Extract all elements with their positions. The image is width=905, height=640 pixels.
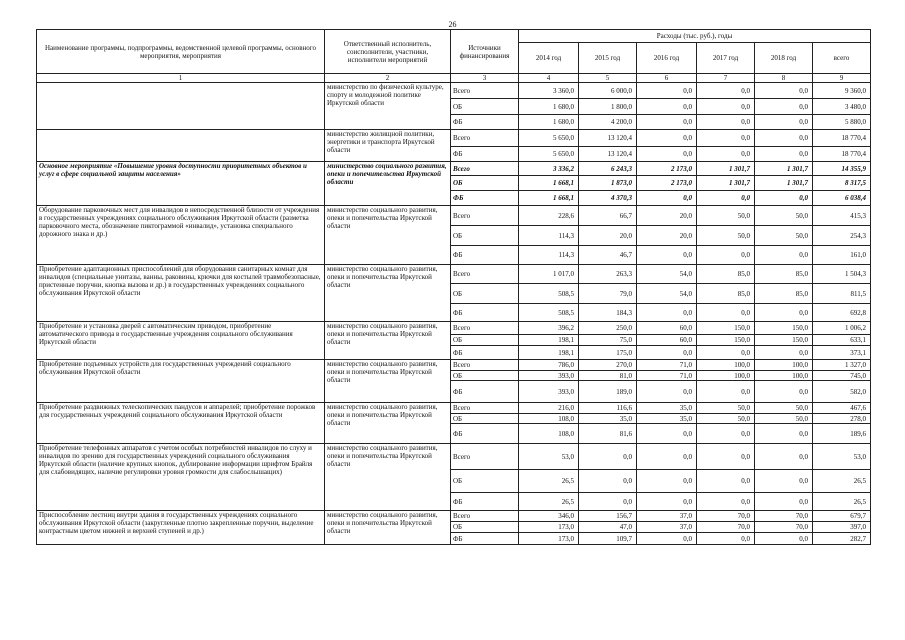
column-index: 2 — [325, 74, 451, 83]
year-value: 0,0 — [637, 444, 697, 470]
total-value: 161,0 — [813, 246, 871, 265]
header-expenses: Расходы (тыс. руб.), годы — [519, 30, 871, 43]
measure-executor: министерство социального развития, опеки и попечительства Иркутской области — [325, 162, 451, 206]
funding-source: ФБ — [451, 304, 519, 322]
year-value: 0,0 — [697, 147, 755, 162]
measure-executor: министерство жилищной политики, энергетики и транспорта Иркутской области — [325, 130, 451, 162]
total-value: 18 770,4 — [813, 147, 871, 162]
year-value: 0,0 — [697, 99, 755, 115]
year-value: 263,3 — [579, 265, 637, 284]
year-value: 0,0 — [755, 444, 813, 470]
table-header — [37, 30, 871, 83]
measure-executor: министерство социального развития, опеки и попечительства Иркутской области — [325, 511, 451, 545]
year-value: 6 243,3 — [579, 162, 637, 176]
header-year: 2016 год — [637, 43, 697, 74]
year-value: 0,0 — [755, 470, 813, 493]
year-value: 85,0 — [697, 265, 755, 284]
header-year: 2015 год — [579, 43, 637, 74]
year-value: 0,0 — [637, 381, 697, 403]
year-value: 0,0 — [755, 346, 813, 360]
year-value: 3 336,2 — [519, 162, 579, 176]
year-value: 50,0 — [697, 414, 755, 424]
year-value: 60,0 — [637, 335, 697, 346]
total-value: 1 006,2 — [813, 322, 871, 335]
total-value: 679,7 — [813, 511, 871, 522]
header-total: всего — [813, 43, 871, 74]
total-value: 745,0 — [813, 371, 871, 381]
funding-source: ОБ — [451, 99, 519, 115]
total-value: 582,0 — [813, 381, 871, 403]
year-value: 1 680,0 — [519, 115, 579, 130]
year-value: 0,0 — [755, 83, 813, 99]
measure-name: Приобретение подъемных устройств для государственных учреждений социального обслуживания Иркутской области — [37, 360, 325, 403]
column-index: 1 — [37, 74, 325, 83]
funding-source: Всего — [451, 206, 519, 226]
year-value: 85,0 — [755, 265, 813, 284]
funding-source: Всего — [451, 444, 519, 470]
year-value: 198,1 — [519, 346, 579, 360]
year-value: 508,5 — [519, 284, 579, 304]
measure-name: Приспособление лестниц внутри здания в государственных учреждениях социального обслуживания Иркутской области (закругленные плотно закрепленные поручни, выделение контрастным цветом нижней и верхней ступеней и др.) — [37, 511, 325, 545]
year-value: 37,0 — [637, 511, 697, 522]
column-index: 9 — [813, 74, 871, 83]
year-value: 54,0 — [637, 265, 697, 284]
total-value: 8 317,5 — [813, 176, 871, 191]
year-value: 0,0 — [637, 115, 697, 130]
year-value: 81,6 — [579, 424, 637, 444]
year-value: 0,0 — [637, 533, 697, 545]
year-value: 108,0 — [519, 424, 579, 444]
funding-source: Всего — [451, 511, 519, 522]
year-value: 0,0 — [579, 444, 637, 470]
year-value: 0,0 — [697, 304, 755, 322]
year-value: 184,3 — [579, 304, 637, 322]
table-body — [37, 83, 871, 545]
year-value: 0,0 — [755, 246, 813, 265]
funding-source: Всего — [451, 322, 519, 335]
year-value: 150,0 — [697, 322, 755, 335]
year-value: 53,0 — [519, 444, 579, 470]
total-value: 26,5 — [813, 493, 871, 511]
header-year: 2018 год — [755, 43, 813, 74]
year-value: 71,0 — [637, 360, 697, 371]
year-value: 393,0 — [519, 381, 579, 403]
table-row — [37, 83, 871, 99]
funding-source: ОБ — [451, 284, 519, 304]
year-value: 0,0 — [755, 424, 813, 444]
funding-source: ОБ — [451, 176, 519, 191]
header-year: 2017 год — [697, 43, 755, 74]
total-value: 282,7 — [813, 533, 871, 545]
header-executor: Ответственный исполнитель, соисполнители, участники, исполнители мероприятий — [325, 30, 451, 74]
year-value: 50,0 — [697, 226, 755, 246]
year-value: 20,0 — [637, 206, 697, 226]
year-value: 70,0 — [697, 522, 755, 533]
year-value: 0,0 — [637, 424, 697, 444]
year-value: 47,0 — [579, 522, 637, 533]
year-value: 396,2 — [519, 322, 579, 335]
total-value: 811,5 — [813, 284, 871, 304]
year-value: 70,0 — [755, 511, 813, 522]
year-value: 173,0 — [519, 533, 579, 545]
year-value: 0,0 — [755, 533, 813, 545]
year-value: 20,0 — [637, 226, 697, 246]
year-value: 116,6 — [579, 403, 637, 414]
funding-source: ОБ — [451, 414, 519, 424]
measure-name: Оборудование парковочных мест для инвалидов в непосредственной близости от учреждения в государственных учреждениях социального обслуживания Иркутской области (разметка парковочного места, обозначение пиктограммой «инвалид», установка специального дорожного знака и др.) — [37, 206, 325, 265]
funding-source: ОБ — [451, 226, 519, 246]
measure-executor: министерство социального развития, опеки и попечительства Иркутской области — [325, 403, 451, 444]
year-value: 79,0 — [579, 284, 637, 304]
total-value: 1 504,3 — [813, 265, 871, 284]
year-value: 0,0 — [637, 191, 697, 206]
year-value: 0,0 — [755, 115, 813, 130]
year-value: 2 173,0 — [637, 176, 697, 191]
measure-name: Приобретение телефонных аппаратов с учетом особых потребностей инвалидов по слуху и инвалидов по зрению для государственных учреждений социального обслуживания Иркутской области (наличие крупных кнопок, дублирование информации шрифтом Брайля для слабовидящих, наличие регулировки уровня громкости для слабослышащих) — [37, 444, 325, 511]
measure-name: Приобретение и установка дверей с автоматическим приводом, приобретение автоматического привода в государственные учреждения социального обслуживания Иркутской области — [37, 322, 325, 360]
funding-source: ФБ — [451, 424, 519, 444]
year-value: 100,0 — [697, 371, 755, 381]
year-value: 35,0 — [579, 414, 637, 424]
table-row — [37, 360, 871, 371]
year-value: 0,0 — [697, 533, 755, 545]
year-value: 175,0 — [579, 346, 637, 360]
year-value: 0,0 — [697, 493, 755, 511]
table-row — [37, 403, 871, 414]
table-row — [37, 265, 871, 284]
year-value: 0,0 — [637, 130, 697, 147]
year-value: 5 650,0 — [519, 147, 579, 162]
year-value: 46,7 — [579, 246, 637, 265]
year-value: 0,0 — [637, 470, 697, 493]
year-value: 100,0 — [697, 360, 755, 371]
year-value: 1 301,7 — [755, 176, 813, 191]
year-value: 173,0 — [519, 522, 579, 533]
total-value: 1 327,0 — [813, 360, 871, 371]
column-index: 7 — [697, 74, 755, 83]
year-value: 216,0 — [519, 403, 579, 414]
funding-source: ОБ — [451, 470, 519, 493]
total-value: 692,8 — [813, 304, 871, 322]
year-value: 0,0 — [637, 346, 697, 360]
year-value: 81,0 — [579, 371, 637, 381]
funding-source: Всего — [451, 265, 519, 284]
total-value: 278,0 — [813, 414, 871, 424]
measure-executor: министерство социального развития, опеки и попечительства Иркутской области — [325, 322, 451, 360]
year-value: 0,0 — [697, 424, 755, 444]
year-value: 50,0 — [697, 403, 755, 414]
year-value: 1 017,0 — [519, 265, 579, 284]
year-value: 150,0 — [697, 335, 755, 346]
year-value: 4 370,3 — [579, 191, 637, 206]
total-value: 415,3 — [813, 206, 871, 226]
measure-executor: министерство социального развития, опеки и попечительства Иркутской области — [325, 360, 451, 403]
year-value: 37,0 — [637, 522, 697, 533]
year-value: 35,0 — [637, 403, 697, 414]
year-value: 786,0 — [519, 360, 579, 371]
year-value: 0,0 — [579, 493, 637, 511]
year-value: 0,0 — [697, 444, 755, 470]
year-value: 0,0 — [755, 147, 813, 162]
funding-source: Всего — [451, 403, 519, 414]
year-value: 0,0 — [697, 191, 755, 206]
year-value: 1 680,0 — [519, 99, 579, 115]
year-value: 85,0 — [697, 284, 755, 304]
year-value: 0,0 — [637, 99, 697, 115]
year-value: 0,0 — [637, 493, 697, 511]
table-row — [37, 162, 871, 176]
funding-source: ФБ — [451, 533, 519, 545]
funding-source: ОБ — [451, 522, 519, 533]
year-value: 60,0 — [637, 322, 697, 335]
year-value: 150,0 — [755, 335, 813, 346]
year-value: 50,0 — [755, 206, 813, 226]
header-source: Источники финансирования — [451, 30, 519, 74]
table-row — [37, 130, 871, 147]
year-value: 2 173,0 — [637, 162, 697, 176]
year-value: 1 668,1 — [519, 191, 579, 206]
year-value: 270,0 — [579, 360, 637, 371]
year-value: 346,0 — [519, 511, 579, 522]
total-value: 397,0 — [813, 522, 871, 533]
year-value: 0,0 — [697, 83, 755, 99]
total-value: 53,0 — [813, 444, 871, 470]
year-value: 0,0 — [697, 246, 755, 265]
total-value: 26,5 — [813, 470, 871, 493]
budget-table — [36, 29, 871, 545]
measure-name — [37, 130, 325, 162]
year-value: 1 873,0 — [579, 176, 637, 191]
year-value: 0,0 — [579, 470, 637, 493]
funding-source: ФБ — [451, 346, 519, 360]
year-value: 109,7 — [579, 533, 637, 545]
year-value: 0,0 — [755, 304, 813, 322]
total-value: 6 038,4 — [813, 191, 871, 206]
year-value: 1 800,0 — [579, 99, 637, 115]
funding-source: Всего — [451, 360, 519, 371]
year-value: 508,5 — [519, 304, 579, 322]
total-value: 189,6 — [813, 424, 871, 444]
header-year: 2014 год — [519, 43, 579, 74]
year-value: 198,1 — [519, 335, 579, 346]
measure-name: Основное мероприятие «Повышение уровня доступности приоритетных объектов и услуг в сфере социальной защиты населения» — [37, 162, 325, 206]
year-value: 1 301,7 — [697, 176, 755, 191]
funding-source: Всего — [451, 130, 519, 147]
year-value: 35,0 — [637, 414, 697, 424]
measure-executor: министерство социального развития, опеки и попечительства Иркутской области — [325, 444, 451, 511]
page-number: 26 — [448, 20, 457, 29]
year-value: 0,0 — [755, 191, 813, 206]
total-value: 5 880,0 — [813, 115, 871, 130]
total-value: 467,6 — [813, 403, 871, 414]
year-value: 0,0 — [697, 470, 755, 493]
year-value: 26,5 — [519, 470, 579, 493]
year-value: 5 650,0 — [519, 130, 579, 147]
table-row — [37, 322, 871, 335]
year-value: 0,0 — [637, 246, 697, 265]
year-value: 156,7 — [579, 511, 637, 522]
year-value: 0,0 — [697, 115, 755, 130]
total-value: 373,1 — [813, 346, 871, 360]
funding-source: ФБ — [451, 381, 519, 403]
year-value: 13 120,4 — [579, 147, 637, 162]
year-value: 66,7 — [579, 206, 637, 226]
year-value: 6 000,0 — [579, 83, 637, 99]
year-value: 0,0 — [637, 147, 697, 162]
year-value: 71,0 — [637, 371, 697, 381]
funding-source: ФБ — [451, 147, 519, 162]
year-value: 108,0 — [519, 414, 579, 424]
funding-source: ФБ — [451, 191, 519, 206]
year-value: 1 301,7 — [755, 162, 813, 176]
year-value: 50,0 — [755, 414, 813, 424]
year-value: 50,0 — [755, 226, 813, 246]
measure-name: Приобретение раздвижных телескопических пандусов и аппарелей; приобретение порожков для государственных учреждений социального обслуживания Иркутской области — [37, 403, 325, 444]
year-value: 0,0 — [697, 346, 755, 360]
funding-source: Всего — [451, 162, 519, 176]
column-index: 8 — [755, 74, 813, 83]
total-value: 254,3 — [813, 226, 871, 246]
year-value: 0,0 — [755, 493, 813, 511]
year-value: 1 301,7 — [697, 162, 755, 176]
year-value: 114,3 — [519, 226, 579, 246]
year-value: 0,0 — [755, 130, 813, 147]
measure-executor: министерство по физической культуре, спорту и молодежной политике Иркутской области — [325, 83, 451, 130]
year-value: 150,0 — [755, 322, 813, 335]
year-value: 100,0 — [755, 371, 813, 381]
year-value: 13 120,4 — [579, 130, 637, 147]
year-value: 0,0 — [697, 130, 755, 147]
column-index: 4 — [519, 74, 579, 83]
measure-name — [37, 83, 325, 130]
year-value: 3 360,0 — [519, 83, 579, 99]
measure-name: Приобретение адаптационных приспособлений для оборудования санитарных комнат для инвалидов (специальные унитазы, ванны, раковины, крючки для костылей травмобезопасные, пристенные поручни, кнопка вызова и др.) в государственных учреждениях социального обслуживания Иркутской области — [37, 265, 325, 322]
total-value: 3 480,0 — [813, 99, 871, 115]
year-value: 70,0 — [755, 522, 813, 533]
table-row — [37, 511, 871, 522]
year-value: 0,0 — [697, 381, 755, 403]
year-value: 20,0 — [579, 226, 637, 246]
year-value: 393,0 — [519, 371, 579, 381]
funding-source: ОБ — [451, 335, 519, 346]
column-index: 3 — [451, 74, 519, 83]
year-value: 100,0 — [755, 360, 813, 371]
year-value: 228,6 — [519, 206, 579, 226]
year-value: 0,0 — [637, 304, 697, 322]
year-value: 54,0 — [637, 284, 697, 304]
funding-source: ФБ — [451, 246, 519, 265]
year-value: 26,5 — [519, 493, 579, 511]
year-value: 0,0 — [755, 99, 813, 115]
year-value: 50,0 — [697, 206, 755, 226]
funding-source: ФБ — [451, 493, 519, 511]
year-value: 114,3 — [519, 246, 579, 265]
total-value: 18 770,4 — [813, 130, 871, 147]
year-value: 189,0 — [579, 381, 637, 403]
header-name: Наименование программы, подпрограммы, ведомственной целевой программы, основного мероприятия, мероприятия — [37, 30, 325, 74]
total-value: 9 360,0 — [813, 83, 871, 99]
measure-executor: министерство социального развития, опеки и попечительства Иркутской области — [325, 265, 451, 322]
year-value: 85,0 — [755, 284, 813, 304]
year-value: 75,0 — [579, 335, 637, 346]
year-value: 0,0 — [637, 83, 697, 99]
column-index: 5 — [579, 74, 637, 83]
funding-source: ФБ — [451, 115, 519, 130]
funding-source: Всего — [451, 83, 519, 99]
measure-executor: министерство социального развития, опеки и попечительства Иркутской области — [325, 206, 451, 265]
table-row — [37, 206, 871, 226]
year-value: 1 668,1 — [519, 176, 579, 191]
year-value: 250,0 — [579, 322, 637, 335]
column-index: 6 — [637, 74, 697, 83]
funding-source: ОБ — [451, 371, 519, 381]
year-value: 70,0 — [697, 511, 755, 522]
year-value: 50,0 — [755, 403, 813, 414]
year-value: 4 200,0 — [579, 115, 637, 130]
total-value: 14 355,9 — [813, 162, 871, 176]
total-value: 633,1 — [813, 335, 871, 346]
table-row — [37, 444, 871, 470]
year-value: 0,0 — [755, 381, 813, 403]
